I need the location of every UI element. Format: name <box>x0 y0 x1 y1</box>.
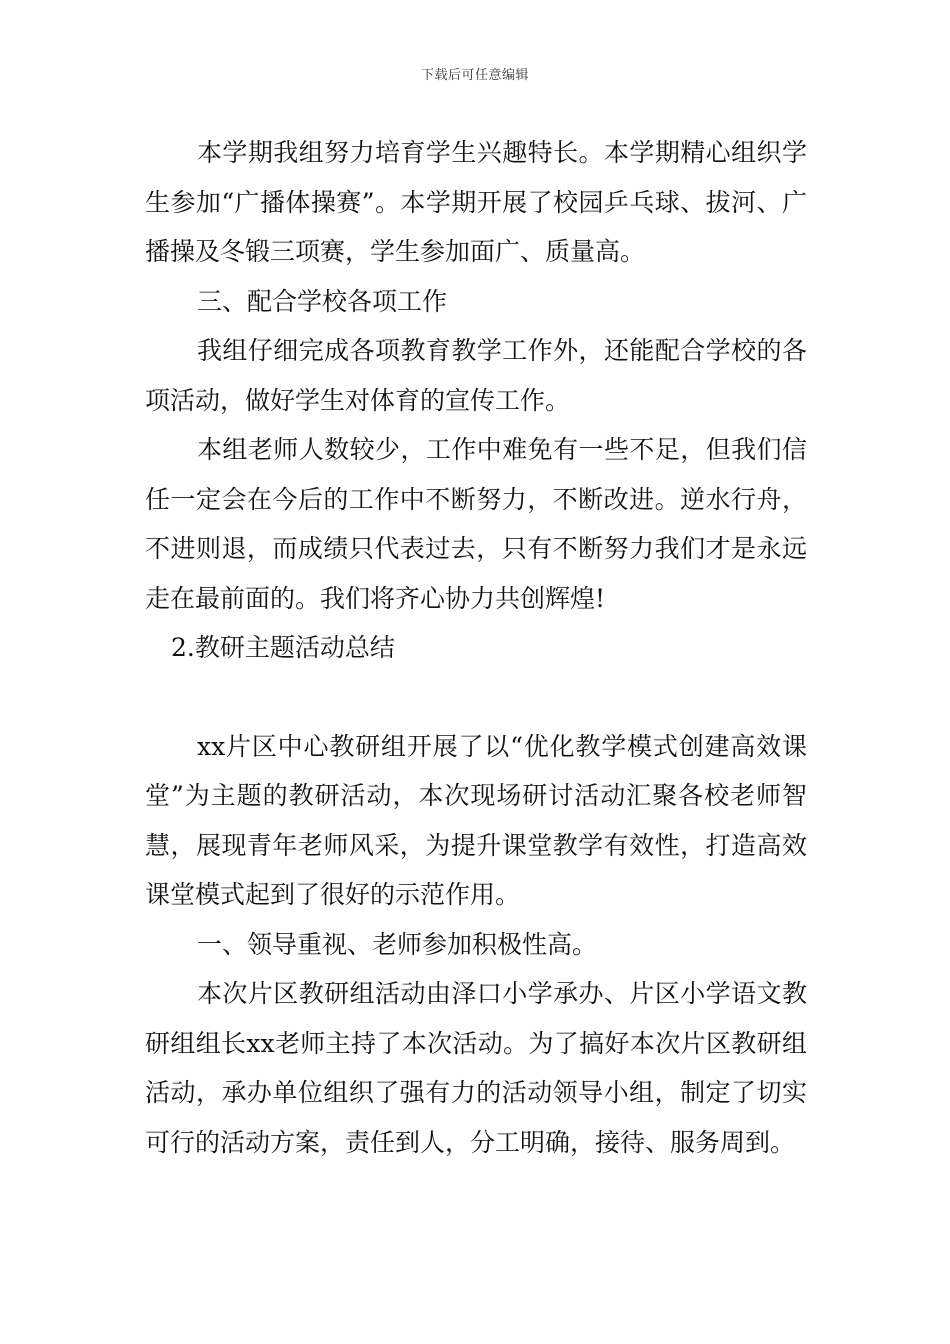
paragraph-activity-organization: 本次片区教研组活动由泽口小学承办、片区小学语文教研组组长xx老师主持了本次活动。为了搞好本次片区教研组活动，承办单位组织了强有力的活动领导小组，制定了切实可行的活动方案，责任到人，分工明确，接待、服务周到。 <box>145 979 807 1157</box>
section-heading-cooperate: 三、配合学校各项工作 <box>197 286 448 316</box>
blank-line <box>145 673 807 722</box>
paragraph-cooperate-school: 我组仔细完成各项教育教学工作外，还能配合学校的各项活动，做好学生对体育的宣传工作。 <box>145 336 807 415</box>
paragraph-research-intro: xx片区中心教研组开展了以“优化教学模式创建高效课堂”为主题的教研活动，本次现场研讨活动汇聚各校老师智慧，展现青年老师风采，为提升课堂教学有效性，打造高效课堂模式起到了很好的示范作用。 <box>145 731 807 909</box>
section-title-research-summary: 2.教研主题活动总结 <box>171 633 395 662</box>
section-heading-leadership: 一、领导重视、老师参加积极性高。 <box>197 929 598 959</box>
paragraph-conclusion: 本组老师人数较少，工作中难免有一些不足，但我们信任一定会在今后的工作中不断努力，不断改进。逆水行舟，不进则退，而成绩只代表过去，只有不断努力我们才是永远走在最前面的。我们将齐心协力共创辉煌! <box>145 435 807 613</box>
page-header: 下载后可任意编辑 <box>420 68 529 83</box>
document-body <box>145 128 807 1167</box>
paragraph-interest-cultivation: 本学期我组努力培育学生兴趣特长。本学期精心组织学生参加“广播体操赛”。本学期开展了校园乒乓球、拔河、广播操及冬锻三项赛，学生参加面广、质量高。 <box>145 138 807 266</box>
